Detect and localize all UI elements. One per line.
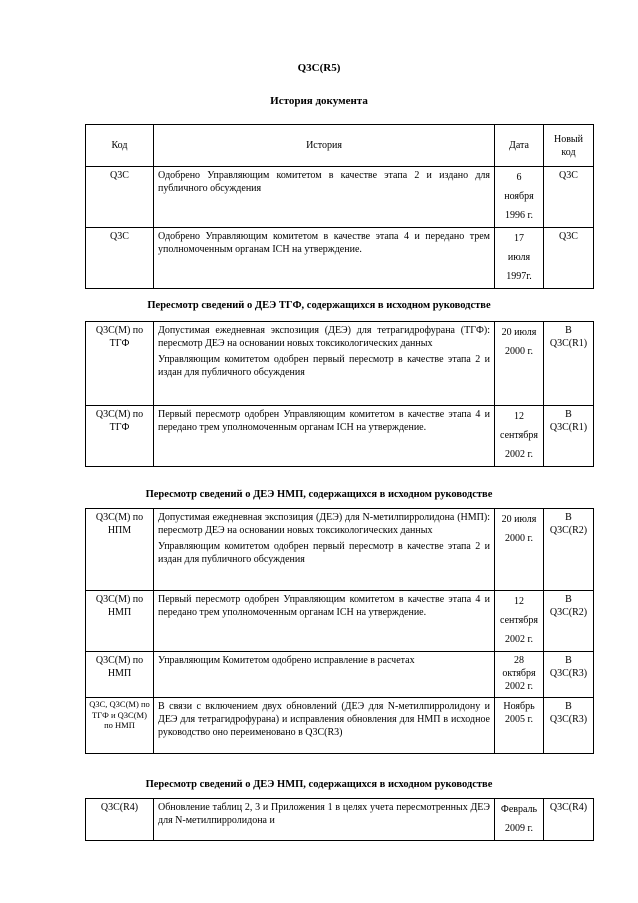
row-code: Q3C(M) по НМП: [86, 652, 154, 698]
row-history: Одобрено Управляющим комитетом в качестве этапа 2 и издано для публичного обсуждения: [154, 167, 495, 228]
row-code: Q3C(M) по НПМ: [86, 509, 154, 591]
nmp-revision-table: [85, 508, 594, 754]
table-row: [86, 228, 594, 289]
row-code: Q3C: [86, 228, 154, 289]
row-date: Февраль 2009 г.: [495, 799, 544, 841]
row-history: Управляющим Комитетом одобрено исправление в расчетах: [154, 652, 495, 698]
row-code: Q3C(M) по ТГФ: [86, 322, 154, 406]
row-date: 20 июля 2000 г.: [495, 509, 544, 591]
row-date: 17 июля 1997г.: [495, 228, 544, 289]
row-new-code: Q3C(R4): [544, 799, 594, 841]
r4-revision-table: [85, 798, 594, 841]
section-title-nmp-r4: Пересмотр сведений о ДЕЭ НМП, содержащихся в исходном руководстве: [145, 779, 493, 790]
table-header-row: [86, 125, 594, 167]
row-code: Q3C(R4): [86, 799, 154, 841]
row-history: Первый пересмотр одобрен Управляющим комитетом в качестве этапа 4 и передано трем уполномоченным органам ICH на утверждение.: [154, 406, 495, 467]
section-title-nmp: Пересмотр сведений о ДЕЭ НМП, содержащихся в исходном руководстве: [145, 489, 493, 500]
row-code: Q3C(M) по НМП: [86, 591, 154, 652]
row-new-code: Q3C: [544, 167, 594, 228]
row-new-code: В Q3C(R3): [544, 652, 594, 698]
column-header-code: Код: [86, 125, 154, 167]
table-row: [86, 652, 594, 698]
row-date: 20 июля 2000 г.: [495, 322, 544, 406]
row-code: Q3C(M) по ТГФ: [86, 406, 154, 467]
table-row: [86, 799, 594, 841]
row-date: 6 ноября 1996 г.: [495, 167, 544, 228]
table-row: [86, 167, 594, 228]
column-header-date: Дата: [495, 125, 544, 167]
row-date: 12 сентября 2002 г.: [495, 406, 544, 467]
table-row: [86, 591, 594, 652]
row-history: Допустимая ежедневная экспозиция (ДЕЭ) для тетрагидрофурана (ТГФ): пересмотр ДЕЭ на основании новых токсикологических данных Управляющим комитетом одобрен первый пересмотр в качестве этапа 2 и издан для публичного обсуждения: [154, 322, 495, 406]
row-new-code: В Q3C(R3): [544, 698, 594, 754]
row-new-code: В Q3C(R1): [544, 406, 594, 467]
row-code: Q3C, Q3C(M) по ТГФ и Q3C(M) по НМП: [86, 698, 154, 754]
row-new-code: В Q3C(R2): [544, 509, 594, 591]
row-date: Ноябрь 2005 г.: [495, 698, 544, 754]
document-code: Q3C(R5): [297, 62, 341, 74]
row-date: 12 сентября 2002 г.: [495, 591, 544, 652]
row-history: В связи с включением двух обновлений (ДЕЭ для N-метилпирролидону и ДЕЭ для тетрагидрофурана) и исправления обновления для НМП в исходное руководство оно переименовано в Q3C(R3): [154, 698, 495, 754]
row-new-code: В Q3C(R2): [544, 591, 594, 652]
section-title-thf: Пересмотр сведений о ДЕЭ ТГФ, содержащихся в исходном руководстве: [147, 300, 491, 311]
row-history: Первый пересмотр одобрен Управляющим комитетом в качестве этапа 4 и передано трем уполномоченным органам ICH на утверждение.: [154, 591, 495, 652]
row-history: Одобрено Управляющим комитетом в качестве этапа 4 и передано трем уполномоченным органам ICH на утверждение.: [154, 228, 495, 289]
table-row: [86, 322, 594, 406]
history-table: [85, 124, 594, 289]
thf-revision-table: [85, 321, 594, 467]
row-history: Обновление таблиц 2, 3 и Приложения 1 в целях учета пересмотренных ДЕЭ для N-метилпирролидона и: [154, 799, 495, 841]
table-row: [86, 698, 594, 754]
table-row: [86, 509, 594, 591]
row-date: 28 октября 2002 г.: [495, 652, 544, 698]
column-header-new-code: Новый код: [544, 125, 594, 167]
row-code: Q3C: [86, 167, 154, 228]
table-row: [86, 406, 594, 467]
row-new-code: В Q3C(R1): [544, 322, 594, 406]
row-history: Допустимая ежедневная экспозиция (ДЕЭ) для N-метилпирролидона (НМП): пересмотр ДЕЭ на основании новых токсикологических данных Управляющим комитетом одобрен первый пересмотр в качестве этапа 2 и издан для публичного обсуждения: [154, 509, 495, 591]
document-subtitle: История документа: [270, 95, 368, 107]
column-header-history: История: [154, 125, 495, 167]
row-new-code: Q3C: [544, 228, 594, 289]
